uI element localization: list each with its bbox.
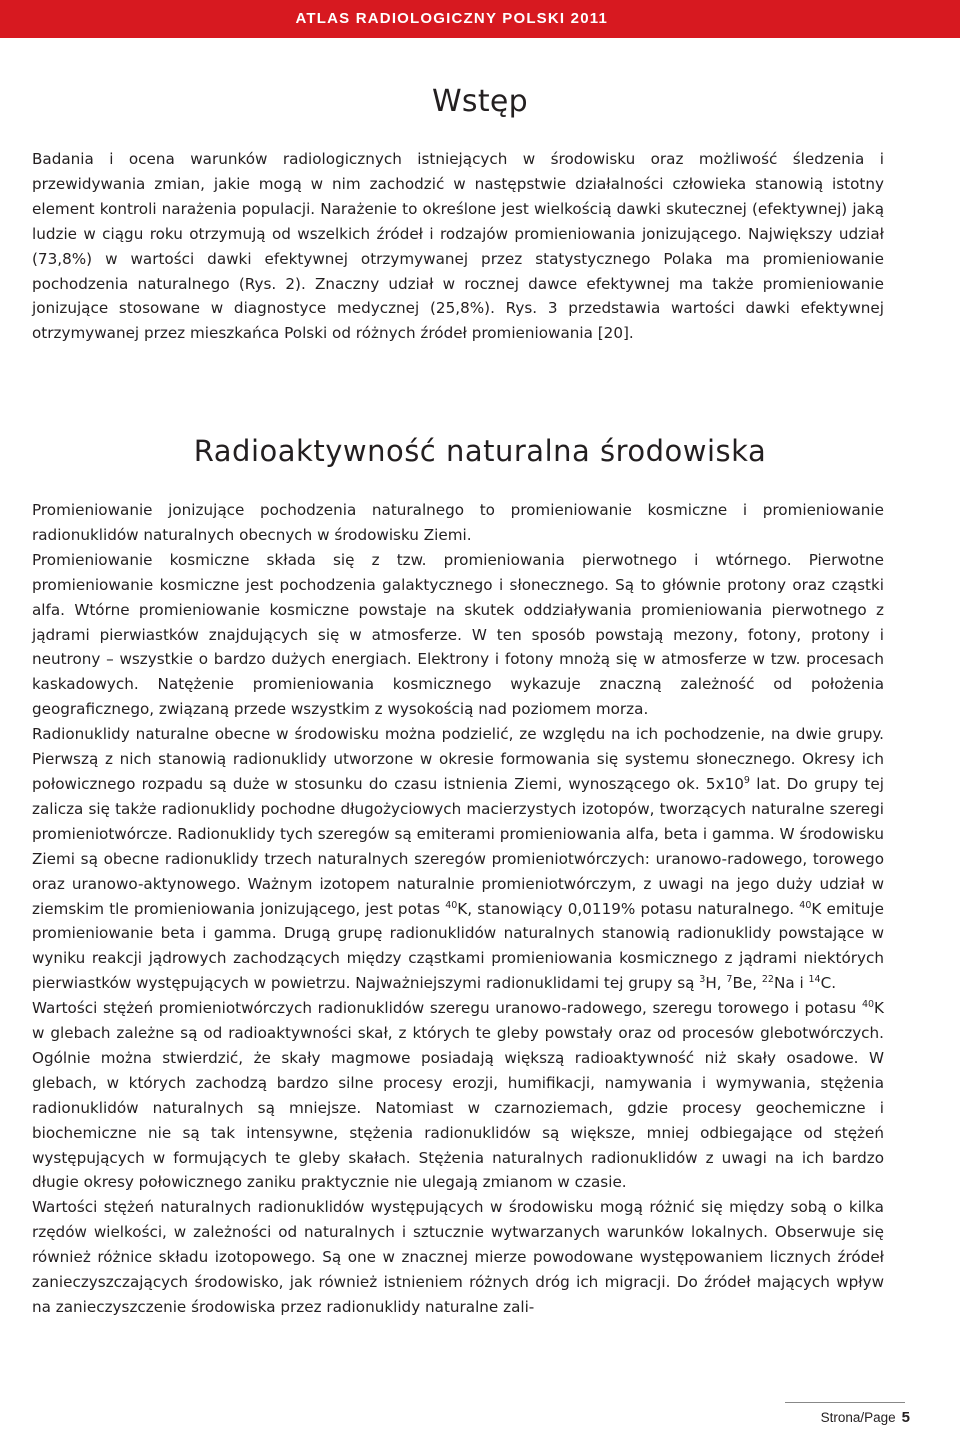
paragraph-2: Promieniowanie kosmiczne składa się z tzw. promieniowania pierwotnego i wtórnego. Pierwotne promieniowanie kosmiczne jest pochodzenia galaktycznego i słonecznego. Są to głównie protony oraz cząstki alfa. Wtórne promieniowanie kosmiczne powstaje na skutek oddziaływania promieniowania pierwotnego z jądrami pierwiastków znajdujących się w atmosferze. W ten sposób powstają mezony, fotony, protony i neutrony – wszystkie o bardzo dużych energiach. Elektrony i fotony mnożą się w atmosferze w tzw. procesach kaskadowych. Natężenie promieniowania kosmicznego wykazuje znaczną zależność od położenia geograficznego, związaną przede wszystkim z wysokością nad poziomem morza. — [32, 550, 884, 719]
intro-paragraph: Badania i ocena warunków radiologicznych istniejących w środowisku oraz możliwość śledzenia i przewidywania zmian, jakie mogą w nim zachodzić w następstwie działalności człowieka stanowią istotny element kontroli narażenia populacji. Narażenie to określone jest wielkością dawki skutecznej (efektywnej) jaką ludzie w ciągu roku otrzymują od wszelkich źródeł i rodzajów promieniowania jonizującego. Największy udział (73,8%) w wartości dawki efektywnej otrzymywanej przez statystycznego Polaka ma promieniowanie pochodzenia naturalnego (Rys. 2). Znaczny udział w rocznej dawce efektywnej ma także promieniowanie jonizujące stosowane w diagnostyce medycznej (25,8%). Rys. 3 przedstawia wartości dawki efektywnej otrzymywanej przez mieszkańca Polski od różnych źródeł promieniowania [20]. — [32, 150, 884, 343]
paragraph-3: Radionuklidy naturalne obecne w środowisku można podzielić, ze względu na ich pochodzenie, na dwie grupy. Pierwszą z nich stanowią radionuklidy utworzone w okresie formowania się systemu słonecznego. Okresy ich połowicznego rozpadu są duże w stosunku do czasu istnienia Ziemi, wynoszącego ok. $5x10^9$ lat. Do grupy tej zalicza się także radionuklidy pochodne długożyciowych macierzystych izotopów, tworzących naturalne szeregi promieniotwórcze. Radionuklidy tych szeregów są emiterami promieniowania alfa, beta i gamma. W środowisku Ziemi są obecne radionuklidy trzech naturalnych szeregów promieniotwórczych: uranowo-radowego, torowego oraz uranowo-aktynowego. Ważnym izotopem naturalnie promieniotwórczym, z uwagi na jego duży udział w ziemskim tle promieniowania jonizującego, jest potas $^{40}$K, stanowiący 0,0119% potasu naturalnego. $^{40}$K emituje promieniowanie beta i gamma. Drugą grupę radionuklidów naturalnych stanowią radionuklidy powstające w wyniku reakcji jądrowych zachodzących między cząstkami promieniowania kosmicznego z jądrami niektórych pierwiastków występujących w powietrzu. Najważniejszymi radionuklidami tej grupy są $^3$H, $^7$Be, $^{22}$Na i $^{14}$C. — [32, 725, 884, 993]
header-bar — [0, 0, 960, 38]
page-number: 5 — [901, 1409, 910, 1426]
publication-title: ATLAS RADIOLOGICZNY POLSKI 2011 — [295, 10, 608, 27]
natural-radioactivity-text — [32, 498, 884, 1320]
section-heading-natural-radioactivity: Radioaktywność naturalna środowiska — [193, 434, 767, 468]
section-heading-intro: Wstęp — [431, 84, 529, 119]
footer-divider — [785, 1402, 905, 1403]
paragraph-4: Wartości stężeń promieniotwórczych radionuklidów szeregu uranowo-radowego, szeregu torowego i potasu $^{40}$K w glebach zależne są od radioaktywności skał, z których te gleby powstały oraz od procesów glebotwórczych. Ogólnie można stwierdzić, że skały magmowe posiadają większą radioaktywność niż skały osadowe. W glebach, w których zachodzą bardzo silne procesy erozji, humifikacji, namywania i wymywania, stężenia radionuklidów naturalnych są mniejsze. Natomiast w czarnoziemach, gdzie procesy geochemiczne i biochemiczne nie są tak intensywne, stężenia radionuklidów są większe, mniej odbiegające od stężeń występujących w formujących te gleby skałach. Stężenia naturalnych radionuklidów z uwagi na ich bardzo długie okresy połowicznego zaniku praktycznie nie ulegają zmianom w czasie. — [32, 999, 884, 1192]
paragraph-1: Promieniowanie jonizujące pochodzenia naturalnego to promieniowanie kosmiczne i promieniowanie radionuklidów naturalnych obecnych w środowisku Ziemi. — [32, 501, 884, 544]
page-footer — [821, 1409, 910, 1426]
page-label: Strona/Page — [820, 1410, 896, 1425]
paragraph-5: Wartości stężeń naturalnych radionuklidów występujących w środowisku mogą różnić się między sobą o kilka rzędów wielkości, w zależności od naturalnych i sztucznie wytwarzanych warunków lokalnych. Obserwuje się również różnice składu izotopowego. Są one w znacznej mierze powodowane występowaniem licznych źródeł zanieczyszczających środowisko, jak również istnieniem różnych dróg ich migracji. Do źródeł mających wpływ na zanieczyszczenie środowiska przez radionuklidy naturalne zali- — [32, 1198, 884, 1316]
intro-text — [32, 147, 884, 346]
